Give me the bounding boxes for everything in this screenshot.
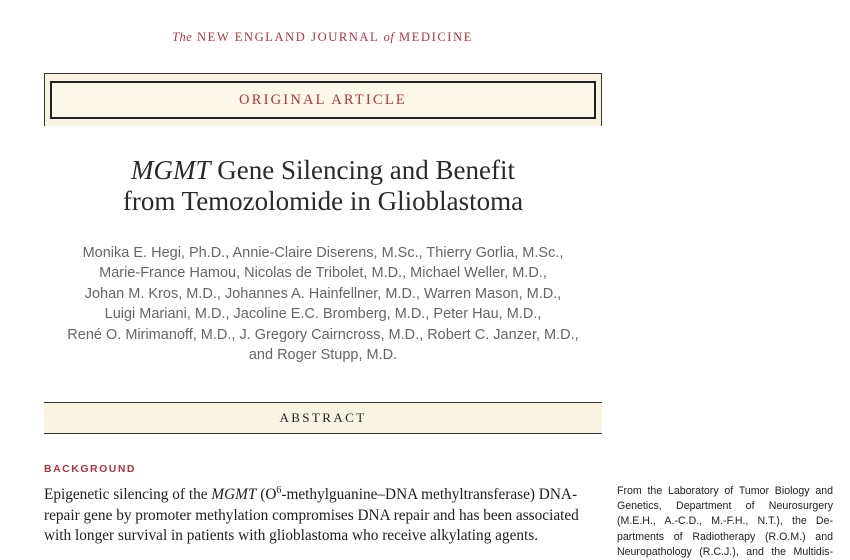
background-heading: BACKGROUND [44,463,136,475]
title-gene: MGMT [131,155,211,185]
bg-superscript: 6 [276,485,282,496]
affiliation-line: (M.E.H., A.-C.D., M.-F.H., N.T.), the De- [617,515,833,528]
journal-name-part2: MEDICINE [399,30,473,44]
author-line: Luigi Mariani, M.D., Jacoline E.C. Bromberg, M.D., Peter Hau, M.D., [104,306,542,323]
article-type-label: ORIGINAL ARTICLE [50,81,596,119]
affiliation-note [617,484,833,560]
bg-text-3: -methylguanine–DNA methyltransferase) DNA-repair gene by promoter methylation compromises DNA repair and has been associated with longer survival in patients with glioblastoma who receive alkylating agents. [44,486,579,545]
author-line: René O. Mirimanoff, M.D., J. Gregory Cairncross, M.D., Robert C. Janzer, M.D., [67,326,579,343]
author-list [44,243,602,365]
title-line-2: from Temozolomide in Glioblastoma [122,186,524,216]
article-type-box [44,73,602,126]
author-line: Johan M. Kros, M.D., Johannes A. Hainfellner, M.D., Warren Mason, M.D., [84,285,562,302]
abstract-heading: ABSTRACT [44,402,602,434]
background-paragraph [44,481,604,547]
author-line: Marie-France Hamou, Nicolas de Tribolet, M.D., Michael Weller, M.D., [99,265,547,282]
affiliation-line: Neuropathology (R.C.J.), and the Multidis- [617,545,833,558]
journal-name-part1: NEW ENGLAND JOURNAL [197,30,379,44]
title-line-1 [131,155,515,185]
bg-text-1: Epigenetic silencing of the [44,486,212,504]
bg-gene: MGMT [211,486,257,504]
journal-of: of [383,30,395,44]
bg-text-2: (O [256,486,277,504]
affiliation-line: Genetics, Department of Neurosurgery [617,500,833,513]
journal-masthead [0,30,645,45]
journal-the: The [172,30,193,44]
author-line: and Roger Stupp, M.D. [248,347,398,364]
author-line: Monika E. Hegi, Ph.D., Annie-Claire Diserens, M.Sc., Thierry Gorlia, M.Sc., [82,245,564,261]
title-line1-rest: Gene Silencing and Benefit [210,155,515,185]
affiliation-line: partments of Radiotherapy (R.O.M.) and [617,530,833,543]
affiliation-line: From the Laboratory of Tumor Biology and [617,485,833,497]
article-title [44,155,602,217]
